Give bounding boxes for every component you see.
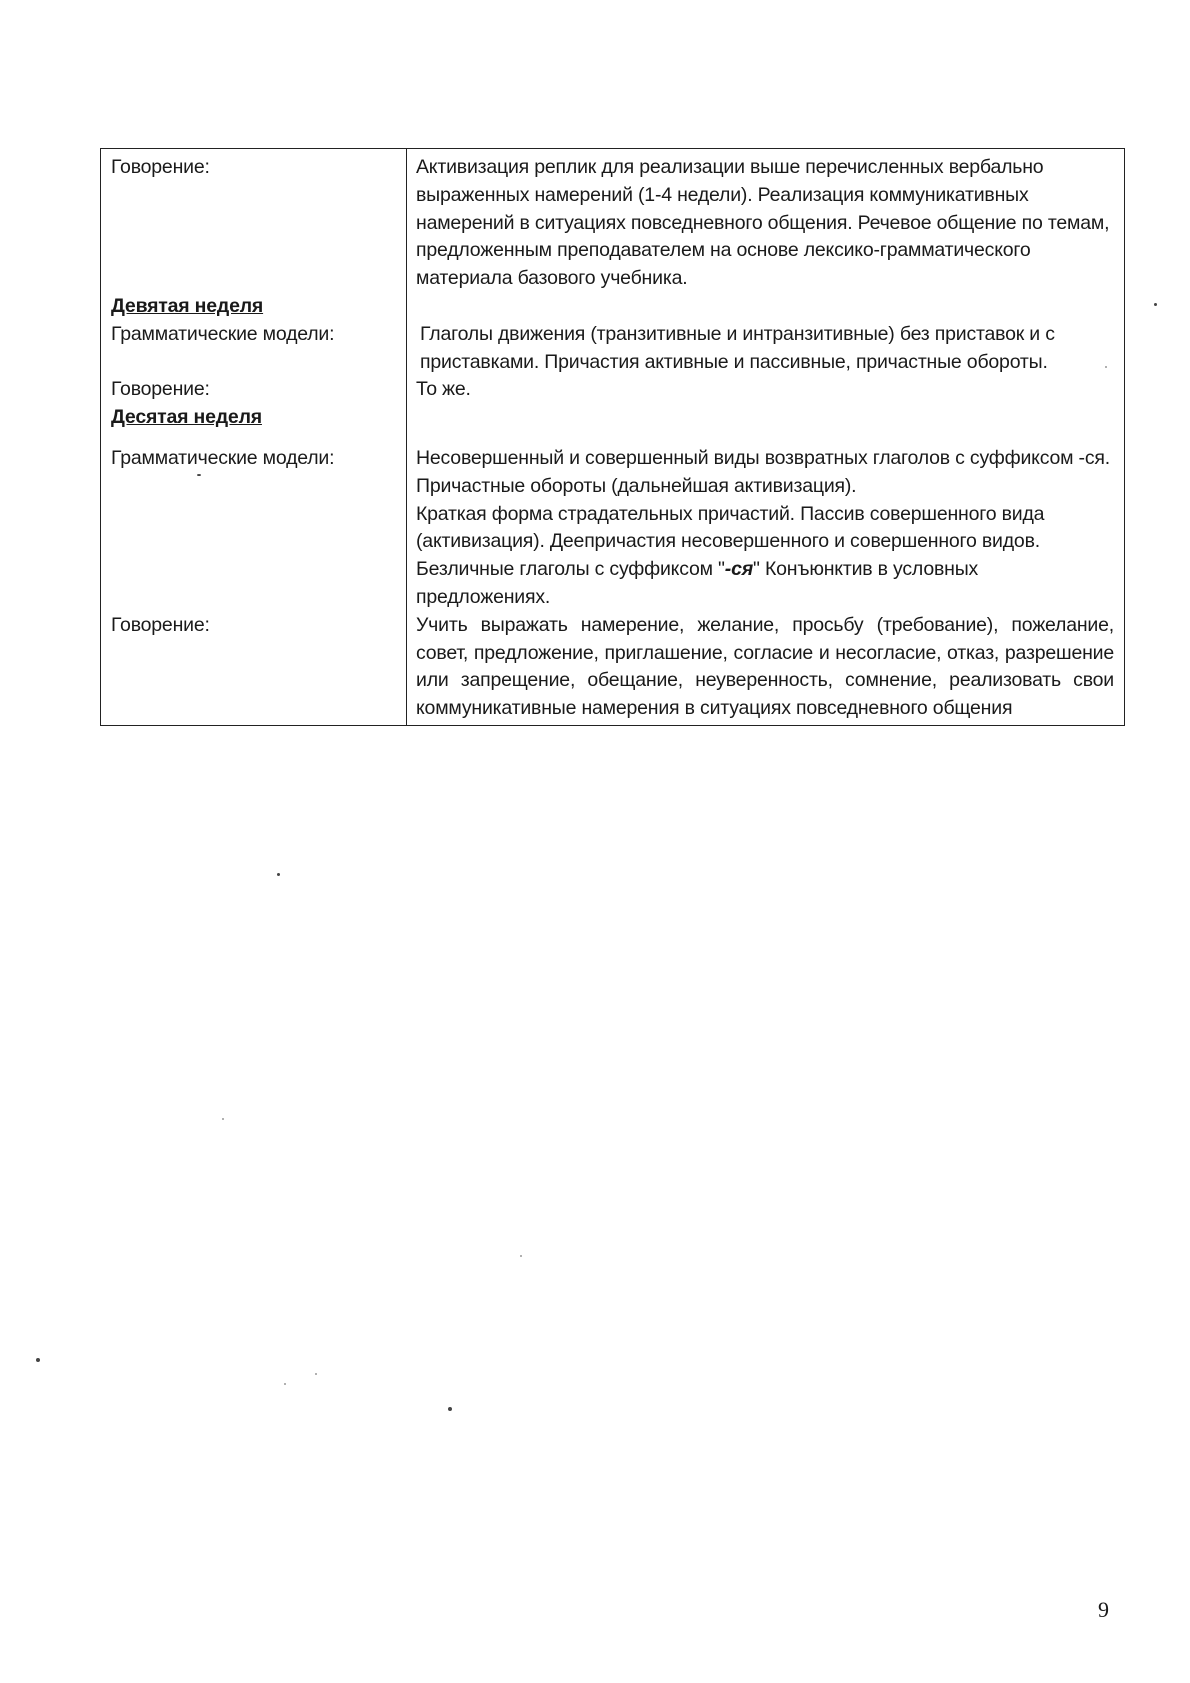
speaking-label: Говорение: [111, 378, 210, 401]
week-ten-speaking-text: Учить выражать намерение, желание, просьбу (требование), пожелание, совет, предложение, приглашение, согласие и несогласие, отказ, разрешение или запрещение, обещание, неуверенность, сомнение, реализовать свои коммуникативные намерения в ситуациях повседневного общения [416, 613, 1114, 720]
speaking-label: Говорение: [111, 156, 210, 178]
week-nine-grammar-text: Глаголы движения (транзитивные и интранзитивные) без приставок и с приставками. Причастия активные и пассивные, причастные обороты. [420, 322, 1055, 373]
week-ten-grammar-text-2: Краткая форма страдательных причастий. Пассив совершенного вида (активизация). Деепричастия несовершенного и совершенного видов. [416, 502, 1045, 553]
table-row [101, 149, 1125, 726]
scan-speck [448, 1407, 452, 1411]
scan-speck [277, 873, 280, 876]
grammar-models-label: Грамматические модели: [111, 446, 335, 469]
week-ten-grammar-text-3b: " Конъюнктив в условных предложениях. [416, 558, 979, 608]
scan-speck [315, 1373, 317, 1375]
week-ten-grammar-text-1: Несовершенный и совершенный виды возвратных глаголов с суффиксом -ся. Причастные обороты (дальнейшая активизация). [416, 446, 1110, 497]
speaking-description: Активизация реплик для реализации выше перечисленных вербально выраженных намерений (1-4 недели). Реализация коммуникативных намерений в ситуациях повседневного общения. Речевое общение по темам, предложенным преподавателем на основе лексико-грамматического материала базового учебника. [416, 156, 1110, 290]
week-nine-heading: Девятая неделя [111, 294, 264, 317]
week-nine-speaking-text: То же. [416, 378, 471, 401]
left-column [101, 149, 407, 726]
week-ten-grammar-text-3a: Безличные глаголы с суффиксом " [416, 558, 725, 581]
scan-speck [284, 1383, 286, 1385]
speaking-label: Говорение: [111, 613, 210, 636]
curriculum-table [100, 148, 1125, 726]
scan-speck [197, 474, 201, 476]
right-column [407, 149, 1125, 726]
scan-speck [36, 1358, 40, 1362]
page-number: 9 [1098, 1597, 1109, 1622]
week-ten-grammar-text-3 [416, 556, 1114, 612]
week-ten-heading: Десятая неделя [111, 406, 262, 429]
grammar-models-label: Грамматические модели: [111, 322, 335, 345]
scan-speck [1105, 366, 1107, 368]
scan-speck [1154, 303, 1157, 306]
scan-speck [520, 1255, 522, 1257]
suffix-sya: -ся [724, 558, 754, 581]
scan-speck [222, 1118, 224, 1120]
